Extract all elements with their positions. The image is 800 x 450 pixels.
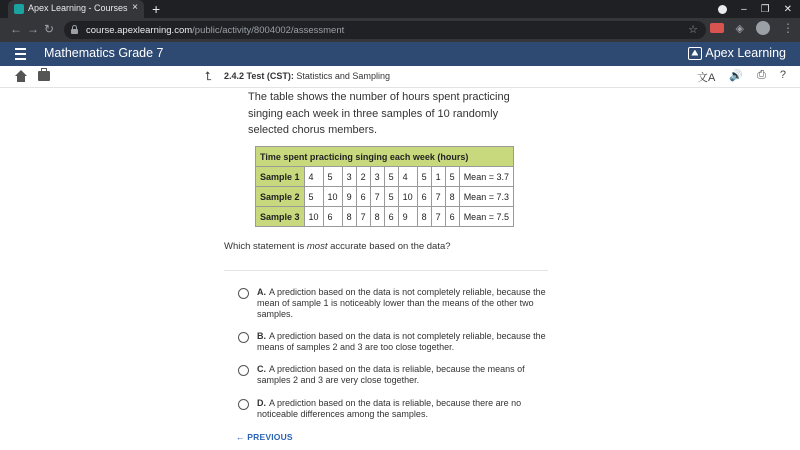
lesson-number: 2.4.2 — [224, 71, 245, 81]
tab-close-icon[interactable]: × — [132, 2, 138, 13]
lesson-tools — [697, 69, 786, 85]
mean-cell: Mean = 7.5 — [459, 207, 513, 227]
choice-text — [257, 364, 547, 386]
choice-letter: D. — [257, 398, 266, 408]
lesson-bar — [0, 66, 800, 88]
address-bar[interactable] — [64, 21, 706, 39]
table-cell: 10 — [323, 187, 342, 207]
table-cell: 7 — [370, 187, 384, 207]
lesson-name: Statistics and Sampling — [296, 71, 390, 81]
table-title: Time spent practicing singing each week (hours) — [256, 147, 514, 167]
table-cell: 3 — [342, 167, 356, 187]
left-arrow-icon: ← — [236, 432, 245, 442]
lesson-type: Test (CST): — [246, 71, 294, 81]
table-cell: 6 — [323, 207, 342, 227]
table-cell: 5 — [417, 167, 431, 187]
course-title: Mathematics Grade 7 — [44, 46, 164, 60]
choice-body: A prediction based on the data is reliable, because there are no noticeable differences among the samples. — [257, 398, 522, 419]
table-cell: 5 — [304, 187, 323, 207]
choice-body: A prediction based on the data is reliable, because the means of samples 2 and 3 are very close together. — [257, 364, 525, 385]
grammar-extension-icon[interactable]: ◈ — [735, 22, 744, 35]
hamburger-menu-icon[interactable] — [15, 48, 26, 60]
extensions-area — [710, 21, 794, 35]
url-host: course.apexlearning.com — [86, 25, 193, 36]
url-text[interactable] — [86, 25, 344, 36]
maximize-icon[interactable]: ❐ — [760, 3, 770, 15]
table-cell: 5 — [384, 167, 398, 187]
mean-cell: Mean = 7.3 — [459, 187, 513, 207]
table-cell: 6 — [384, 207, 398, 227]
record-icon[interactable] — [718, 5, 727, 14]
table-cell: 9 — [398, 207, 417, 227]
browser-menu-icon[interactable]: ⋮ — [782, 21, 794, 35]
table-cell: 5 — [445, 167, 459, 187]
table-cell: 6 — [445, 207, 459, 227]
table-cell: 7 — [431, 187, 445, 207]
table-cell: 3 — [370, 167, 384, 187]
table-cell: 7 — [431, 207, 445, 227]
table-row — [256, 187, 514, 207]
apex-logo-icon — [688, 47, 702, 60]
choice-letter: C. — [257, 364, 266, 374]
choice-text — [257, 331, 547, 353]
table-cell: 1 — [431, 167, 445, 187]
choice-text — [257, 398, 547, 420]
table-cell: 4 — [398, 167, 417, 187]
choice-body: A prediction based on the data is not completely reliable, because the means of samples 2 and 3 are too close together. — [257, 331, 546, 352]
apex-logo — [688, 46, 786, 60]
row-label: Sample 1 — [256, 167, 305, 187]
profile-avatar-icon[interactable] — [756, 21, 770, 35]
table-cell: 5 — [384, 187, 398, 207]
print-icon[interactable]: ⎙ — [757, 69, 766, 81]
help-icon[interactable]: ? — [779, 69, 786, 81]
new-tab-button[interactable]: + — [152, 1, 161, 17]
home-icon[interactable] — [15, 70, 27, 82]
lesson-title — [224, 71, 390, 81]
return-arrow-icon[interactable]: ⮤ — [205, 69, 213, 83]
browser-tab-strip — [0, 0, 800, 18]
browser-tab[interactable] — [8, 0, 144, 18]
row-label: Sample 2 — [256, 187, 305, 207]
table-cell: 9 — [342, 187, 356, 207]
briefcase-icon[interactable] — [38, 71, 50, 81]
table-cell: 7 — [356, 207, 370, 227]
window-controls — [718, 0, 792, 18]
prompt-start: Which statement is — [224, 241, 307, 252]
lock-icon — [71, 25, 78, 34]
extension-icon[interactable] — [710, 23, 724, 33]
table-cell: 10 — [304, 207, 323, 227]
window-close-icon[interactable]: ✕ — [783, 3, 792, 15]
row-label: Sample 3 — [256, 207, 305, 227]
choice-text — [257, 287, 547, 320]
table-row — [256, 167, 514, 187]
radio-button[interactable] — [238, 288, 249, 299]
choice-body: A prediction based on the data is not completely reliable, because the mean of sample 1 is noticeably lower than the means of the other two samples. — [257, 287, 546, 319]
previous-button[interactable] — [236, 432, 293, 442]
prompt-emphasis: most — [306, 241, 328, 252]
table-cell: 6 — [356, 187, 370, 207]
choice-letter: B. — [257, 331, 266, 341]
radio-button[interactable] — [238, 365, 249, 376]
browser-toolbar — [0, 18, 800, 42]
question-text: The table shows the number of hours spent practicing singing each week in three samples of 10 randomly selected chorus members. — [248, 91, 510, 136]
text-to-speech-icon[interactable]: 🔊 — [729, 70, 744, 82]
table-cell: 8 — [417, 207, 431, 227]
mean-cell: Mean = 3.7 — [459, 167, 513, 187]
url-path: /public/activity/8004002/assessment — [192, 25, 345, 36]
choice-letter: A. — [257, 287, 266, 297]
previous-label: PREVIOUS — [247, 432, 293, 442]
table-cell: 10 — [398, 187, 417, 207]
table-cell: 5 — [323, 167, 342, 187]
translate-icon[interactable]: 文A — [697, 72, 716, 84]
radio-button[interactable] — [238, 332, 249, 343]
minimize-icon[interactable]: – — [741, 3, 747, 15]
table-cell: 2 — [356, 167, 370, 187]
bookmark-star-icon[interactable]: ☆ — [688, 24, 698, 36]
tab-title: Apex Learning - Courses — [28, 3, 128, 13]
forward-arrow-icon[interactable]: → — [27, 22, 39, 36]
table-cell: 8 — [342, 207, 356, 227]
table-cell: 6 — [417, 187, 431, 207]
question-prompt — [224, 241, 451, 252]
course-header — [0, 42, 800, 66]
brand-name: Apex Learning — [705, 46, 786, 60]
site-favicon-icon — [14, 4, 24, 14]
divider — [224, 270, 548, 271]
radio-button[interactable] — [238, 399, 249, 410]
prompt-end: accurate based on the data? — [327, 241, 451, 252]
table-cell: 8 — [445, 187, 459, 207]
table-cell: 4 — [304, 167, 323, 187]
back-arrow-icon[interactable]: ← — [10, 22, 22, 36]
table-cell: 8 — [370, 207, 384, 227]
reload-icon[interactable]: ↻ — [44, 22, 55, 36]
table-row — [256, 207, 514, 227]
data-table — [255, 146, 514, 227]
